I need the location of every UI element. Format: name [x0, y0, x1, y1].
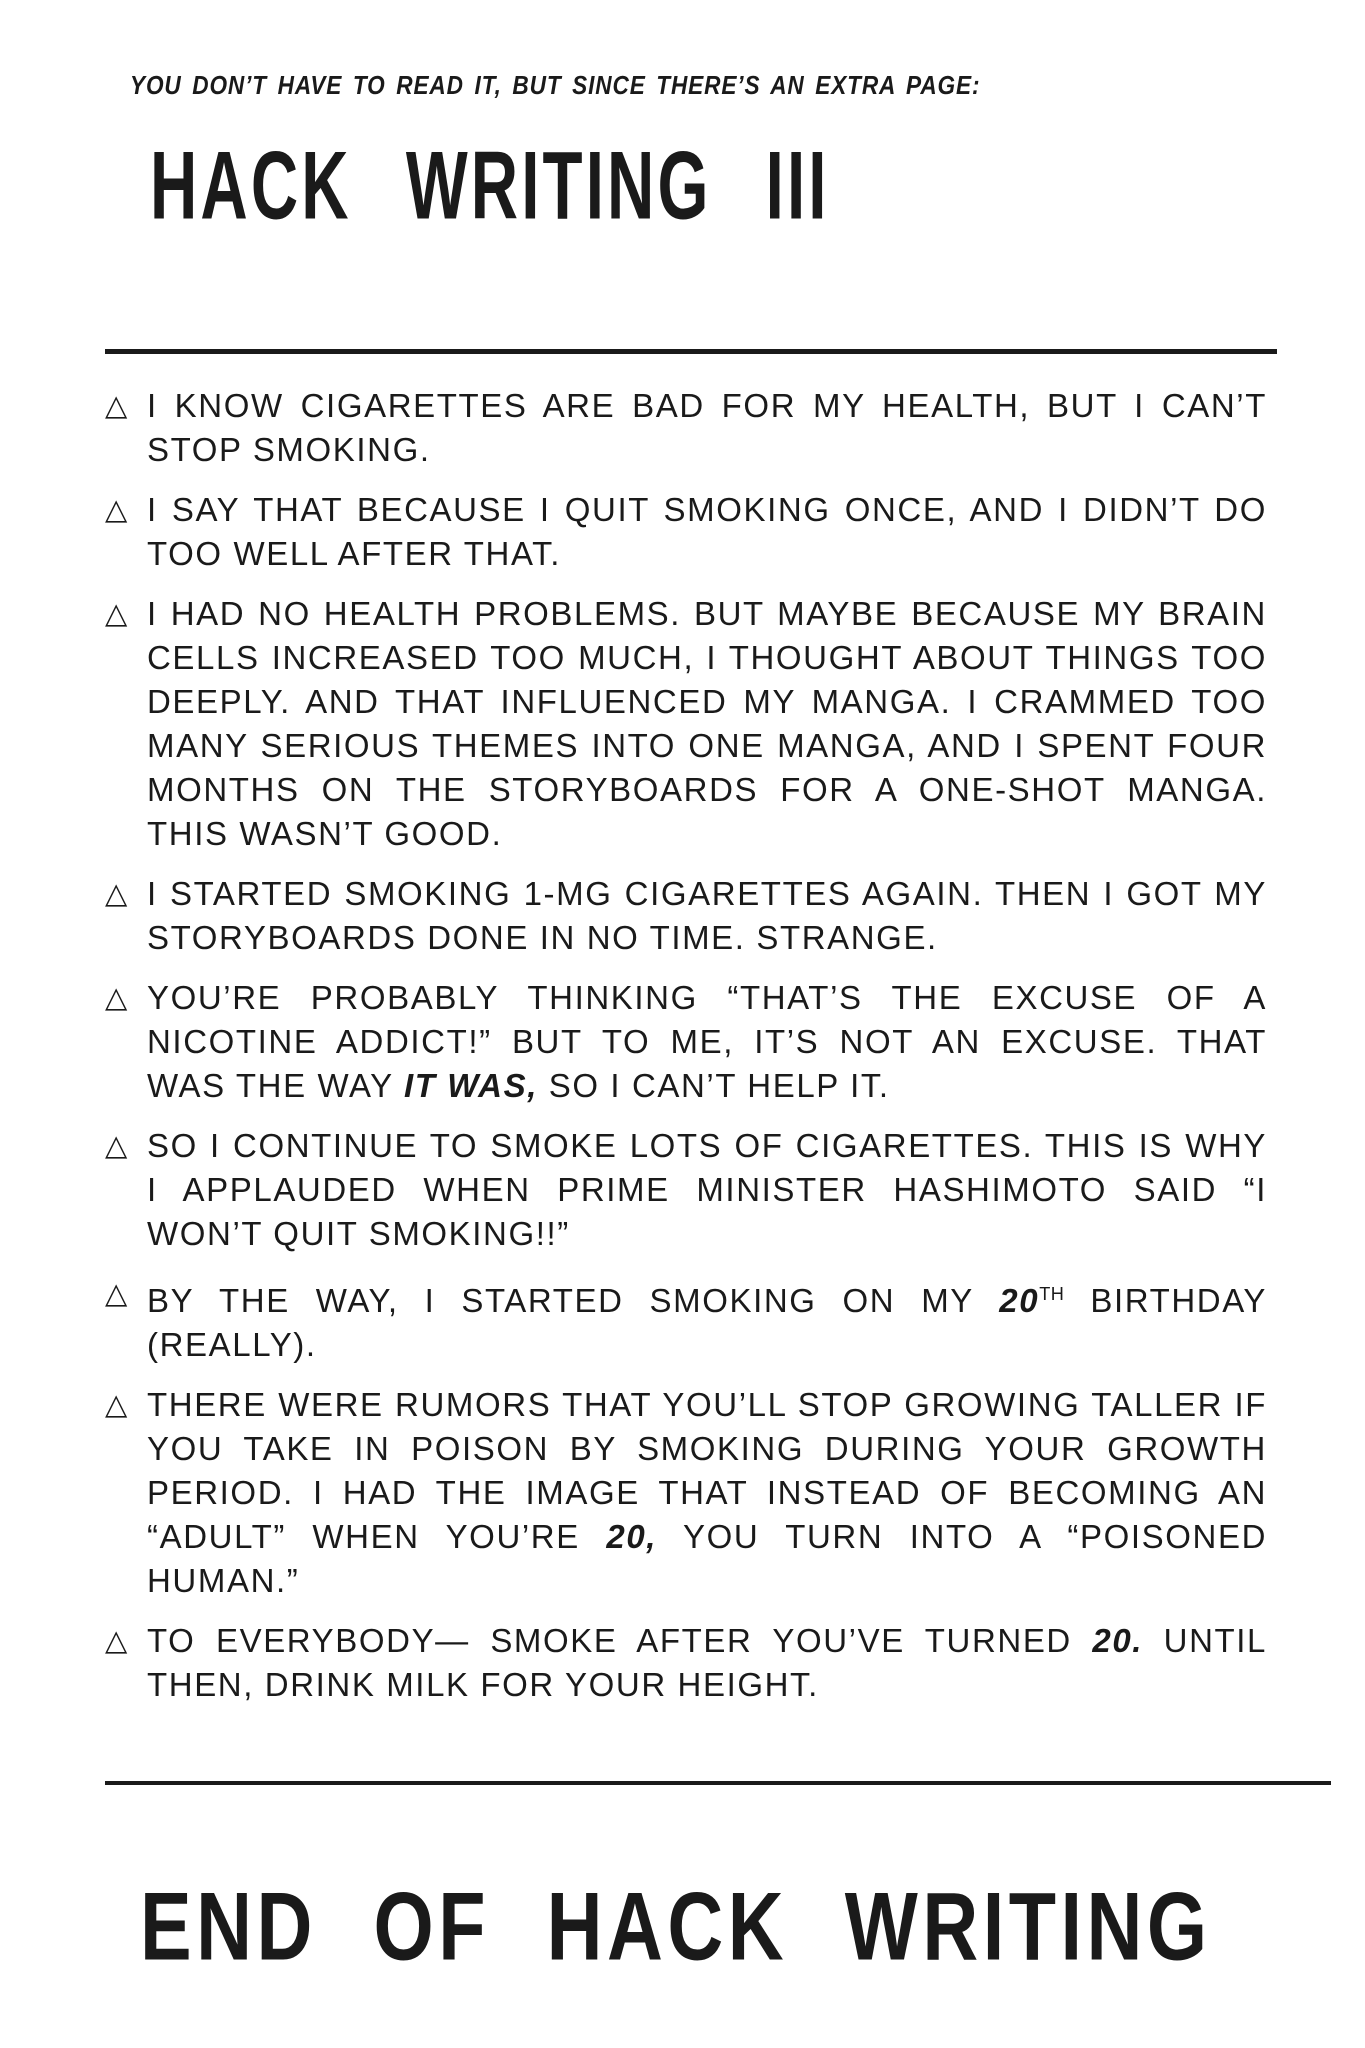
- triangle-bullet-icon: △: [105, 1389, 128, 1421]
- bullet-item: [105, 872, 1267, 960]
- footer-title: END OF HACK WRITING: [140, 1873, 1212, 1981]
- bullet-text: [147, 976, 1267, 1108]
- bullet-text-segment: THERE WERE RUMORS THAT YOU’LL STOP GROWING TALLER IF YOU TAKE IN POISON BY SMOKING DURING YOUR GROWTH PERIOD. I HAD THE IMAGE THAT INSTEAD OF BECOMING AN “ADULT” WHEN YOU’RE: [147, 1386, 1267, 1555]
- triangle-bullet-icon: △: [105, 1625, 128, 1657]
- divider-bottom: [105, 1781, 1331, 1785]
- bullet-item: [105, 1272, 1267, 1367]
- bullet-text: [147, 1272, 1267, 1367]
- bullet-text-segment: BIRTHDAY (REALLY).: [147, 1282, 1267, 1363]
- bullet-text-segment: I STARTED SMOKING 1-MG CIGARETTES AGAIN. THEN I GOT MY STORYBOARDS DONE IN NO TIME. STRANGE.: [147, 875, 1267, 956]
- bullet-text-segment: I SAY THAT BECAUSE I QUIT SMOKING ONCE, AND I DIDN’T DO TOO WELL AFTER THAT.: [147, 491, 1267, 572]
- bullet-text: [147, 1619, 1267, 1707]
- bullet-item: [105, 1124, 1267, 1256]
- bullet-item: [105, 1619, 1267, 1707]
- triangle-bullet-icon: △: [105, 598, 128, 630]
- bullet-text-segment: IT WAS,: [403, 1067, 538, 1104]
- bullet-item: [105, 1383, 1267, 1603]
- bullet-item: [105, 384, 1267, 472]
- triangle-bullet-icon: △: [105, 878, 128, 910]
- bullet-text-segment: I KNOW CIGARETTES ARE BAD FOR MY HEALTH, BUT I CAN’T STOP SMOKING.: [147, 387, 1267, 468]
- bullet-text-segment: YOU’RE PROBABLY THINKING “THAT’S THE EXCUSE OF A NICOTINE ADDICT!” BUT TO ME, IT’S NOT AN EXCUSE. THAT WAS THE WAY: [147, 979, 1267, 1104]
- bullet-text-segment: TH: [1039, 1284, 1065, 1304]
- intro-note: YOU DON’T HAVE TO READ IT, BUT SINCE THERE’S AN EXTRA PAGE:: [130, 70, 981, 100]
- bullet-text-segment: 20: [999, 1282, 1040, 1319]
- bullet-item: [105, 976, 1267, 1108]
- bullet-text-segment: TO EVERYBODY— SMOKE AFTER YOU’VE TURNED: [147, 1622, 1093, 1659]
- triangle-bullet-icon: △: [105, 390, 128, 422]
- bullet-text-segment: UNTIL THEN, DRINK MILK FOR YOUR HEIGHT.: [147, 1622, 1267, 1703]
- bullet-text-segment: I HAD NO HEALTH PROBLEMS. BUT MAYBE BECAUSE MY BRAIN CELLS INCREASED TOO MUCH, I THOUGHT ABOUT THINGS TOO DEEPLY. AND THAT INFLUENCED MY MANGA. I CRAMMED TOO MANY SERIOUS THEMES INTO ONE MANGA, AND I SPENT FOUR MONTHS ON THE STORYBOARDS FOR A ONE-SHOT MANGA. THIS WASN’T GOOD.: [147, 595, 1267, 852]
- bullet-text: [147, 592, 1267, 856]
- triangle-bullet-icon: △: [105, 1130, 128, 1162]
- bullet-text: [147, 1124, 1267, 1256]
- bullet-text: [147, 872, 1267, 960]
- bullet-text-segment: YOU TURN INTO A “POISONED HUMAN.”: [147, 1518, 1267, 1599]
- bullet-list: [105, 384, 1267, 1723]
- divider-top: [105, 349, 1277, 354]
- bullet-text-segment: 20.: [1092, 1622, 1144, 1659]
- bullet-text: [147, 488, 1267, 576]
- bullet-text: [147, 1383, 1267, 1603]
- triangle-bullet-icon: △: [105, 982, 128, 1014]
- triangle-bullet-icon: △: [105, 494, 128, 526]
- bullet-text-segment: SO I CONTINUE TO SMOKE LOTS OF CIGARETTES. THIS IS WHY I APPLAUDED WHEN PRIME MINISTER HASHIMOTO SAID “I WON’T QUIT SMOKING!!”: [147, 1127, 1267, 1252]
- bullet-item: [105, 488, 1267, 576]
- page-title: HACK WRITING III: [150, 131, 830, 240]
- bullet-text-segment: 20,: [606, 1518, 658, 1555]
- bullet-text-segment: BY THE WAY, I STARTED SMOKING ON MY: [147, 1282, 1000, 1319]
- bullet-text: [147, 384, 1267, 472]
- triangle-bullet-icon: △: [105, 1278, 128, 1310]
- bullet-item: [105, 592, 1267, 856]
- bullet-text-segment: SO I CAN’T HELP IT.: [538, 1067, 890, 1104]
